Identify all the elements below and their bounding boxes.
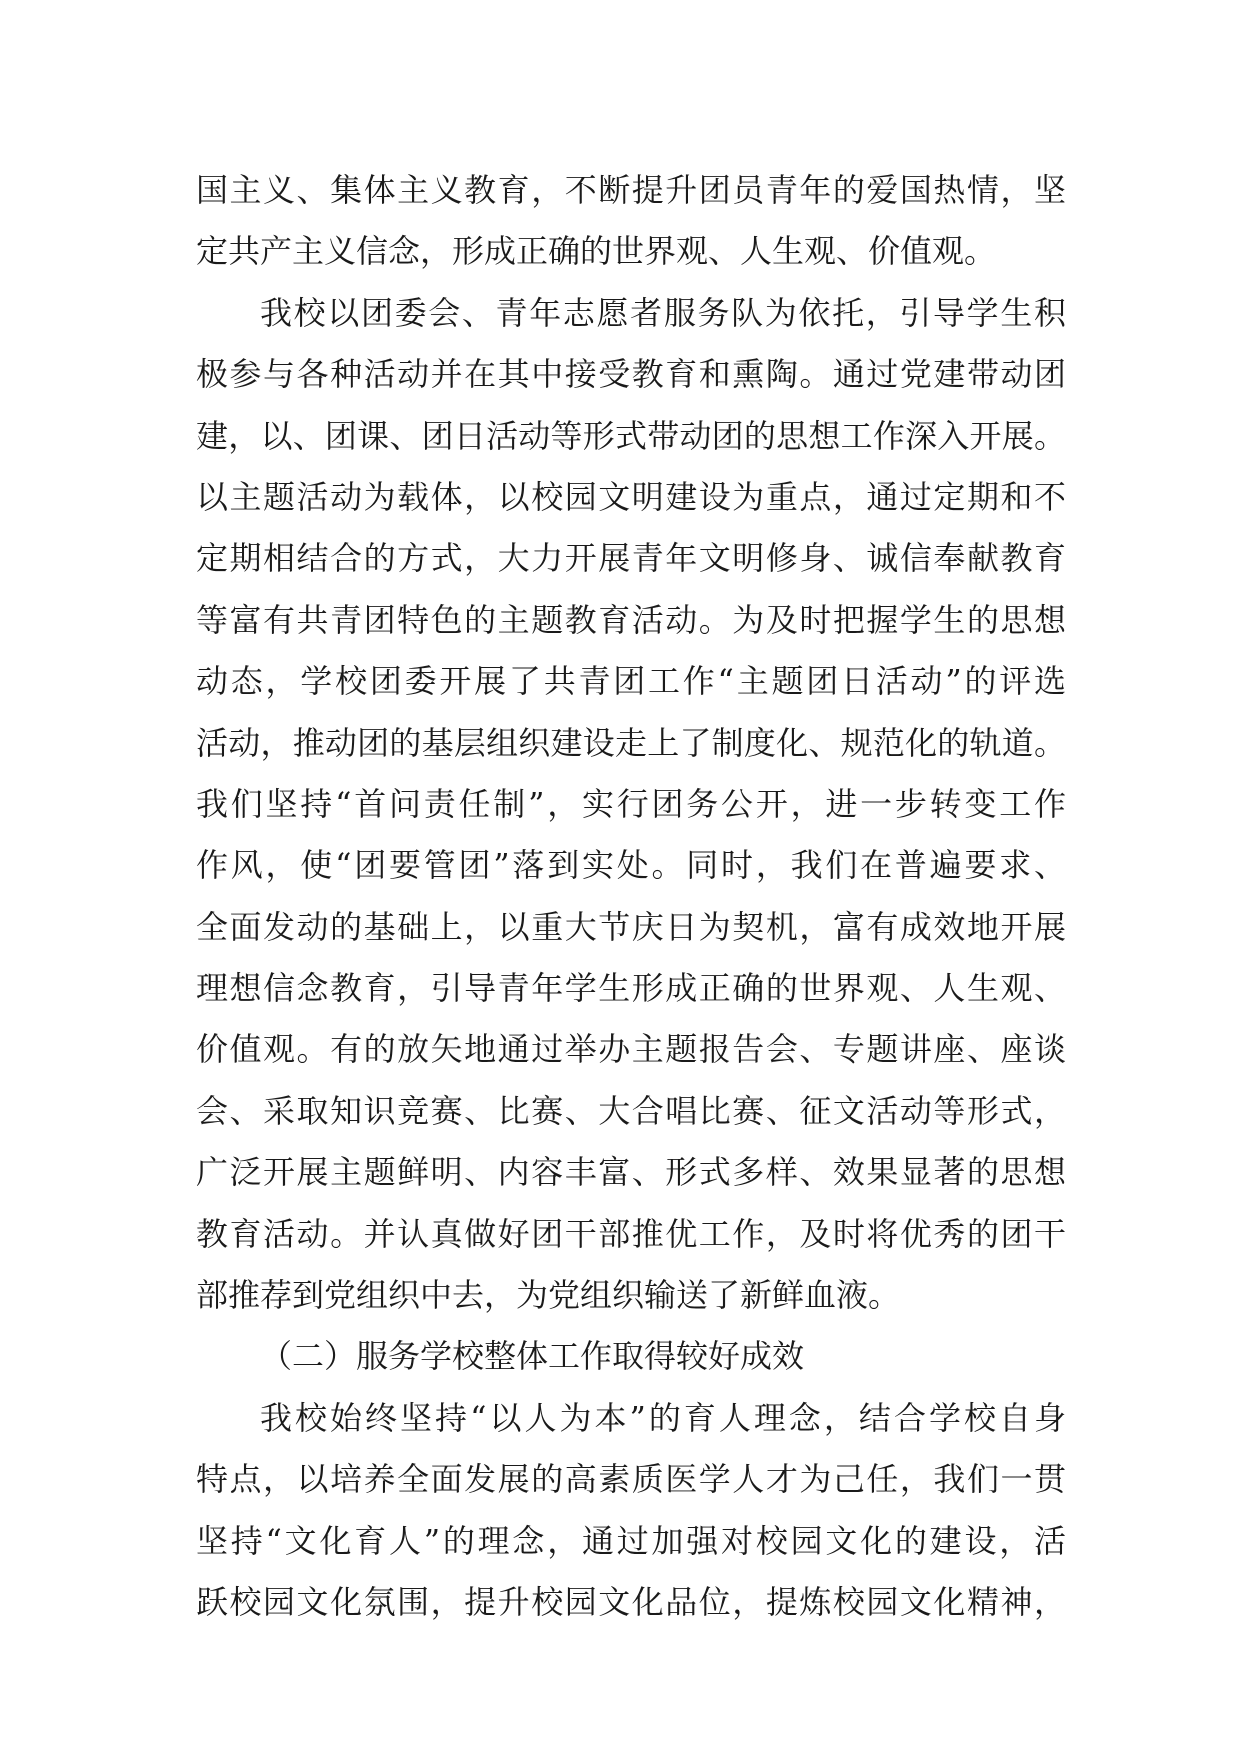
section-heading-text: （二）服务学校整体工作取得较好成效 bbox=[260, 1337, 805, 1376]
text-line: 我校始终坚持“以人为本”的育人理念，结合学校自身 bbox=[260, 1398, 1066, 1437]
text-line: 国主义、集体主义教育，不断提升团员青年的爱国热情，坚 bbox=[196, 171, 1066, 209]
text-line: 广泛开展主题鲜明、内容丰富、形式多样、效果显著的思想 bbox=[196, 1153, 1066, 1192]
text-line: 建，以、团课、团日活动等形式带动团的思想工作深入开展。 bbox=[196, 416, 1066, 455]
text-line: 定共产主义信念，形成正确的世界观、人生观、价值观。 bbox=[196, 232, 997, 271]
paragraph-campus-culture bbox=[196, 1388, 1066, 1634]
text-line: 全面发动的基础上，以重大节庆日为契机，富有成效地开展 bbox=[196, 907, 1066, 946]
text-line: 会、采取知识竞赛、比赛、大合唱比赛、征文活动等形式， bbox=[196, 1091, 1066, 1130]
text-line: 教育活动。并认真做好团干部推优工作，及时将优秀的团干 bbox=[196, 1214, 1066, 1253]
text-line: 定期相结合的方式，大力开展青年文明修身、诚信奉献教育 bbox=[196, 539, 1066, 578]
text-line: 我校以团委会、青年志愿者服务队为依托，引导学生积 bbox=[260, 293, 1066, 332]
text-line: 作风，使“团要管团”落到实处。同时，我们在普遍要求、 bbox=[196, 846, 1066, 885]
text-line: 价值观。有的放矢地通过举办主题报告会、专题讲座、座谈 bbox=[196, 1030, 1066, 1069]
text-line: 活动，推动团的基层组织建设走上了制度化、规范化的轨道。 bbox=[196, 723, 1066, 762]
text-line: 坚持“文化育人”的理念，通过加强对校园文化的建设，活 bbox=[196, 1521, 1066, 1560]
text-line: 理想信念教育，引导青年学生形成正确的世界观、人生观、 bbox=[196, 969, 1066, 1008]
paragraph-continuation bbox=[196, 160, 1066, 283]
text-line: 部推荐到党组织中去，为党组织输送了新鲜血液。 bbox=[196, 1276, 901, 1315]
text-line: 跃校园文化氛围，提升校园文化品位，提炼校园文化精神， bbox=[196, 1582, 1066, 1621]
text-line: 以主题活动为载体，以校园文明建设为重点，通过定期和不 bbox=[196, 477, 1066, 516]
text-line: 我们坚持“首问责任制”，实行团务公开，进一步转变工作 bbox=[196, 784, 1066, 823]
text-line: 动态，学校团委开展了共青团工作“主题团日活动”的评选 bbox=[196, 662, 1066, 701]
text-line: 极参与各种活动并在其中接受教育和熏陶。通过党建带动团 bbox=[196, 355, 1066, 394]
paragraph-league-activities bbox=[196, 283, 1066, 1327]
section-heading bbox=[196, 1326, 1066, 1387]
text-line: 特点，以培养全面发展的高素质医学人才为己任，我们一贯 bbox=[196, 1460, 1066, 1499]
text-line: 等富有共青团特色的主题教育活动。为及时把握学生的思想 bbox=[196, 600, 1066, 639]
document-body bbox=[196, 160, 1066, 1633]
